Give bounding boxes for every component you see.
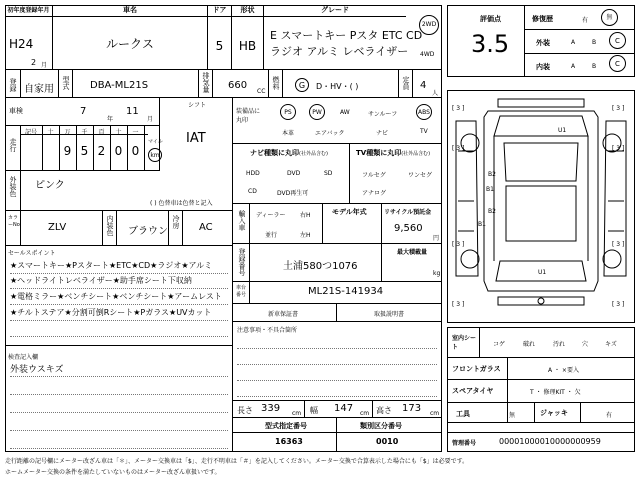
yen-unit: 円 xyxy=(433,235,440,242)
grade-cell xyxy=(264,5,442,70)
exterior-label: 外装 xyxy=(536,39,550,47)
shape-value: HB xyxy=(238,39,257,53)
divider xyxy=(534,402,535,422)
tv-header-text: TV種類に丸印 xyxy=(356,149,402,157)
model-year-label: モデル年式 xyxy=(332,208,367,216)
month-unit: 月 xyxy=(41,62,48,69)
tv-header-sub: (社外品含む) xyxy=(401,151,431,157)
navi-hdd: HDD xyxy=(246,170,260,177)
reg-date-label: 初年度登録年月 xyxy=(5,5,52,17)
divider xyxy=(507,357,508,422)
sales-line-empty xyxy=(10,323,228,337)
capacity-value: 4 xyxy=(420,80,427,91)
color-no: ZLV xyxy=(48,222,67,233)
fuel-label: 燃料 xyxy=(272,76,280,90)
interior-label: 内装色 xyxy=(106,215,114,236)
fuel-gas: G xyxy=(295,78,309,92)
seat-item: キズ xyxy=(605,341,617,348)
grade-line2: ラジオ アルミ レベライザー xyxy=(270,45,409,58)
interior-grade-label: 内装 xyxy=(536,63,550,71)
notes-label: 注意事項・不具合箇所 xyxy=(237,327,298,334)
glass-options: A ・ ×要入 xyxy=(548,367,579,374)
car-name-label: 車名 xyxy=(53,5,207,17)
repair-none: 無 xyxy=(601,9,618,26)
inspector-line: 外装ウスキズ xyxy=(10,362,228,377)
divider xyxy=(479,327,480,357)
right-handle: 右H xyxy=(300,212,311,219)
mileage-unit-header: 十 xyxy=(47,129,54,136)
bracket-mark: [ 3 ] xyxy=(452,301,465,308)
chassis-value: ML21S-141934 xyxy=(308,286,384,297)
inspection-month: 11 xyxy=(126,106,139,117)
shape-cell xyxy=(232,5,264,70)
car-outline-icon xyxy=(448,91,634,322)
divider xyxy=(447,432,635,433)
divider xyxy=(42,126,43,171)
mile-label: マイル xyxy=(148,139,163,145)
cm-unit: cm xyxy=(292,410,302,417)
ac-value: AC xyxy=(199,222,213,233)
reg-month: 2 xyxy=(31,58,37,67)
cm-unit: cm xyxy=(360,410,370,417)
navi-header-sub: (社外品含む) xyxy=(299,151,328,157)
footer-line2: ホームメーター交換の条件を満たしていないものはメーター改ざん車扱いです。 xyxy=(5,469,221,476)
grade-line1: E スマートキー Pスタ ETC CD xyxy=(270,29,423,42)
recycle-label: リサイクル預託金 xyxy=(384,209,432,216)
divider xyxy=(524,29,635,30)
car-diagram xyxy=(447,90,635,323)
tv-header xyxy=(356,148,430,158)
inspector-line-empty xyxy=(10,434,228,449)
damage-mark: B1 xyxy=(478,221,486,228)
seat-item: 穴 xyxy=(582,341,589,348)
divider xyxy=(20,70,21,98)
divider xyxy=(212,70,213,98)
divider xyxy=(580,402,581,422)
divider xyxy=(412,70,413,98)
divider xyxy=(168,211,169,246)
mileage-unit-header: 一 xyxy=(132,129,139,136)
score-label: 評価点 xyxy=(480,15,501,23)
manual-label: 取扱説明書 xyxy=(374,311,405,318)
divider xyxy=(249,204,250,244)
footer-line1: 走行距離の記号欄にメーター改ざん車は「＊」、メーター交換車は「$」、走行不明車は「＃」を記入してください。メーター交換で合算表示した場合にも「$」は必要です。 xyxy=(5,458,469,465)
exterior-a: A xyxy=(571,39,576,46)
divider xyxy=(198,70,199,98)
sales-line: ★スマートキー★Pスタート★ETC★CD★ラジオ★アルミ xyxy=(10,260,228,274)
inspection-year: 7 xyxy=(80,106,87,117)
score-value: 3.5 xyxy=(471,30,510,58)
equip-navi: ナビ xyxy=(376,130,389,137)
inspector-line-empty xyxy=(10,380,228,395)
divider xyxy=(102,211,103,246)
divider xyxy=(381,204,382,244)
equip-airbag: エアバック xyxy=(315,130,345,137)
bracket-mark: [ 3 ] xyxy=(612,145,625,152)
cc-unit: CC xyxy=(257,88,266,95)
divider xyxy=(447,422,635,423)
type-no-label: 型式指定番号 xyxy=(265,422,307,430)
reg-date-cell xyxy=(5,5,53,70)
seat-item: 破れ xyxy=(523,341,536,348)
mileage-unit-header: 百 xyxy=(98,129,105,136)
inspection-month-unit: 月 xyxy=(147,116,154,123)
displacement-value: 660 xyxy=(228,80,248,91)
recycle-value: 9,560 xyxy=(394,223,423,234)
divider xyxy=(116,211,117,246)
car-name-cell xyxy=(53,5,208,70)
spare-options: T ・ 修理KIT ・ 欠 xyxy=(530,389,581,396)
door-count: 5 xyxy=(215,39,224,53)
divider xyxy=(268,70,269,98)
mileage-digit: 0 xyxy=(114,144,123,158)
divider xyxy=(58,70,59,98)
notes-line xyxy=(237,368,437,381)
management-value: 00001000010000000959 xyxy=(499,437,601,446)
interior-b: B xyxy=(592,63,597,70)
damage-mark: U1 xyxy=(538,269,547,276)
interior-color: ブラウン xyxy=(128,226,168,237)
km-circled: km xyxy=(148,148,162,162)
navi-dvd-play: DVD再生可 xyxy=(277,190,309,197)
capacity-label: 定員 xyxy=(402,76,410,90)
plate-label: 登録番号 xyxy=(238,248,246,276)
displacement-label: 排気量 xyxy=(202,72,210,93)
equip-pw: PW xyxy=(309,104,325,120)
new-car-warranty: 新車保証書 xyxy=(268,311,299,318)
tools-value: 無 xyxy=(509,412,516,419)
divider xyxy=(249,282,250,304)
grade-label: グレード xyxy=(264,5,406,17)
divider xyxy=(282,70,283,98)
class-no-label: 類別区分番号 xyxy=(360,422,402,430)
equip-aw: AW xyxy=(340,109,350,116)
divider xyxy=(144,126,145,171)
tv-oneseg: ワンセグ xyxy=(408,172,433,179)
divider xyxy=(336,418,337,452)
spare-label: スペアタイヤ xyxy=(452,387,494,395)
import-dealer: ディーラー xyxy=(256,212,286,219)
equip-ps: PS xyxy=(280,104,296,120)
divider xyxy=(447,379,635,380)
chassis-label: 車台番号 xyxy=(236,285,247,298)
mileage-unit-header: 千 xyxy=(81,129,88,136)
sales-line: ★電格ミラー★ベンチシート★ベンチシート★アームレスト xyxy=(10,291,228,305)
length-label: 長さ xyxy=(237,406,253,415)
mileage-unit-header: 万 xyxy=(64,129,71,136)
navi-cd: CD xyxy=(248,188,257,195)
door-label: ドア xyxy=(208,5,231,17)
length-value: 339 xyxy=(261,403,281,414)
door-cell xyxy=(208,5,232,70)
mileage-digit: 9 xyxy=(63,144,72,158)
cm-unit: cm xyxy=(430,410,440,417)
seat-item: 汚れ xyxy=(553,341,566,348)
bracket-mark: [ 3 ] xyxy=(452,145,465,152)
divider xyxy=(20,171,21,211)
repair-label: 修復歴 xyxy=(532,15,553,23)
navi-header-text: ナビ種類に丸印 xyxy=(250,149,299,157)
class-no-value: 0010 xyxy=(376,437,399,446)
fuel-options: D・HV・( ) xyxy=(316,82,359,91)
glass-label: フロントガラス xyxy=(452,365,501,373)
reg-use-label: 登録 xyxy=(9,78,17,92)
width-label: 幅 xyxy=(310,406,318,415)
inspector-line-empty xyxy=(10,398,228,413)
damage-mark: U1 xyxy=(558,127,567,134)
reg-year: H24 xyxy=(9,37,34,51)
divider xyxy=(524,53,635,54)
tv-fullseg: フルセグ xyxy=(362,172,386,179)
inspector-line-empty xyxy=(10,416,228,431)
color-value: ピンク xyxy=(35,180,65,191)
equipment-cell xyxy=(233,98,442,144)
mileage-unit-header: 十 xyxy=(115,129,122,136)
interior-a: A xyxy=(571,63,576,70)
sales-points-label: セールスポイント xyxy=(8,250,56,257)
plate-value: 土浦580つ1076 xyxy=(283,261,358,272)
divider xyxy=(381,244,382,282)
notes-line xyxy=(237,384,437,397)
divider xyxy=(322,204,323,244)
equip-tv: TV xyxy=(420,128,428,135)
drive-2wd: 2WD xyxy=(419,15,439,35)
import-label: 輸入車 xyxy=(238,210,246,231)
repair-has: 有 xyxy=(582,17,589,24)
warranty-row xyxy=(233,304,442,322)
divider xyxy=(182,211,183,246)
height-value: 173 xyxy=(402,403,422,414)
navi-sd: SD xyxy=(324,170,333,177)
damage-mark: B2 xyxy=(488,208,496,215)
mileage-unit-header: 記号 xyxy=(24,129,37,136)
shift-value: IAT xyxy=(186,131,206,146)
model-label: 型式 xyxy=(62,76,70,90)
model-value: DBA-ML21S xyxy=(90,80,149,91)
divider xyxy=(447,402,635,403)
divider xyxy=(372,400,373,418)
navi-header xyxy=(250,148,328,158)
seat-label: 室内シート xyxy=(452,335,477,351)
seat-item: コゲ xyxy=(493,341,506,348)
inspection-year-unit: 年 xyxy=(107,116,114,123)
divider xyxy=(249,244,250,282)
mileage-grid xyxy=(20,126,148,171)
import-parallel: 並行 xyxy=(265,232,278,239)
mileage-digit: 0 xyxy=(131,144,140,158)
color-note: ( ) 色替車は色替と記入 xyxy=(150,200,213,207)
exterior-c: C xyxy=(609,32,626,49)
shape-label: 形状 xyxy=(232,5,263,17)
bracket-mark: [ 3 ] xyxy=(452,241,465,248)
color-no-label: カラーNo xyxy=(8,215,20,228)
jack-label: ジャッキ xyxy=(540,409,568,417)
damage-mark: B2 xyxy=(488,171,496,178)
equip-leather: 本革 xyxy=(282,130,295,137)
bracket-mark: [ 3 ] xyxy=(612,301,625,308)
exterior-b: B xyxy=(592,39,597,46)
jack-value: 有 xyxy=(606,412,613,419)
divider xyxy=(398,70,399,98)
kg-unit: kg xyxy=(433,270,441,277)
max-load-label: 最大積載量 xyxy=(397,249,428,256)
color-label: 外装色 xyxy=(9,176,17,197)
bracket-mark: [ 3 ] xyxy=(612,105,625,112)
divider xyxy=(233,432,442,433)
bracket-mark: [ 3 ] xyxy=(612,241,625,248)
divider xyxy=(304,400,305,418)
navi-dvd: DVD xyxy=(287,170,301,177)
sales-line: ★ヘッドライトレベライザー★助手席シート下収納 xyxy=(10,275,228,289)
management-label: 管理番号 xyxy=(452,440,477,447)
mileage-label: 走行 xyxy=(9,138,17,152)
notes-line xyxy=(237,336,437,349)
divider xyxy=(336,304,337,322)
sales-line: ★チルトステア★分割可倒Rシート★Pガラス★UVカット xyxy=(10,307,228,321)
divider xyxy=(72,70,73,98)
divider xyxy=(524,5,525,77)
shift-label: シフト xyxy=(188,102,207,109)
divider xyxy=(447,357,635,358)
bracket-mark: [ 3 ] xyxy=(452,105,465,112)
equip-sunroof: サンルーフ xyxy=(368,111,398,118)
equip-abs: ABS xyxy=(416,104,432,120)
mileage-digit: 5 xyxy=(80,144,89,158)
width-value: 147 xyxy=(334,403,354,414)
interior-c: C xyxy=(609,55,626,72)
inspector-label: 検査記入欄 xyxy=(8,354,39,361)
reg-use: 自家用 xyxy=(24,84,54,95)
height-label: 高さ xyxy=(376,406,392,415)
notes-line xyxy=(237,352,437,365)
divider xyxy=(20,211,21,246)
equipment-label: 装備品に丸印 xyxy=(236,108,261,124)
car-name: ルークス xyxy=(106,37,154,51)
tv-analog: アナログ xyxy=(362,190,387,197)
inspection-label: 車検 xyxy=(9,107,23,115)
type-no-value: 16363 xyxy=(275,437,303,446)
tools-label: 工具 xyxy=(456,410,470,418)
mileage-digit: 2 xyxy=(97,144,106,158)
damage-mark: B1 xyxy=(486,186,494,193)
left-handle: 左H xyxy=(300,232,311,239)
drive-4wd: 4WD xyxy=(420,51,435,58)
ac-label: 冷房 xyxy=(172,215,180,229)
person-unit: 人 xyxy=(432,90,439,97)
inspection-cell xyxy=(5,98,160,126)
